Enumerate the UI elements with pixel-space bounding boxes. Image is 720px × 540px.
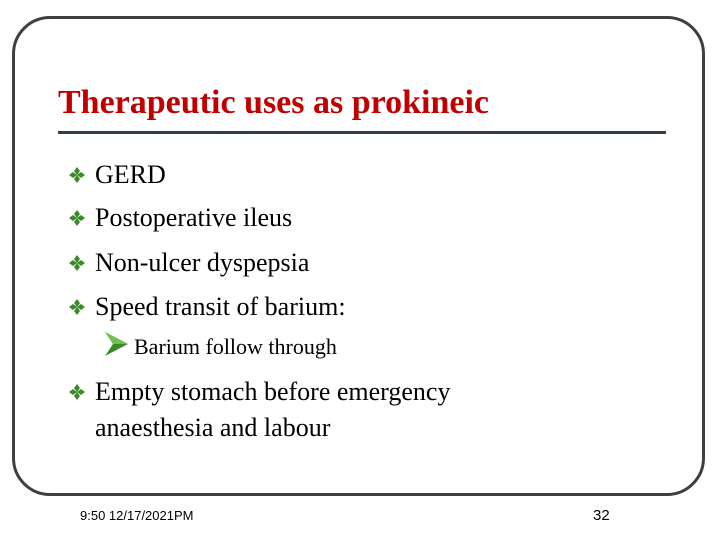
bullet-text-line-1: Empty stomach before emergency xyxy=(95,377,451,406)
bullet-item xyxy=(72,374,450,446)
bullet-item xyxy=(72,248,309,278)
footer-datetime: 9:50 12/17/2021PM xyxy=(80,508,194,523)
bullet-item xyxy=(72,292,346,322)
bullet-text-line-2: anaesthesia and labour xyxy=(95,413,331,442)
title-underline xyxy=(58,131,666,134)
diamond-bullet-icon xyxy=(68,166,86,184)
sub-bullet-text: Barium follow through xyxy=(134,334,337,359)
slide-title: Therapeutic uses as prokineic xyxy=(58,84,490,121)
bullet-text: Speed transit of barium: xyxy=(95,292,346,321)
bullet-item xyxy=(72,160,166,190)
diamond-bullet-icon xyxy=(68,298,86,316)
bullet-text: GERD xyxy=(95,160,166,189)
bullet-text: Non-ulcer dyspepsia xyxy=(95,248,310,277)
page-number: 32 xyxy=(593,507,610,524)
arrow-bullet-icon xyxy=(102,330,130,358)
bullet-text: Postoperative ileus xyxy=(95,203,293,232)
diamond-bullet-icon xyxy=(68,209,86,227)
diamond-bullet-icon xyxy=(68,383,86,401)
sub-bullet-item xyxy=(102,330,337,364)
diamond-bullet-icon xyxy=(68,254,86,272)
bullet-item xyxy=(72,203,292,233)
